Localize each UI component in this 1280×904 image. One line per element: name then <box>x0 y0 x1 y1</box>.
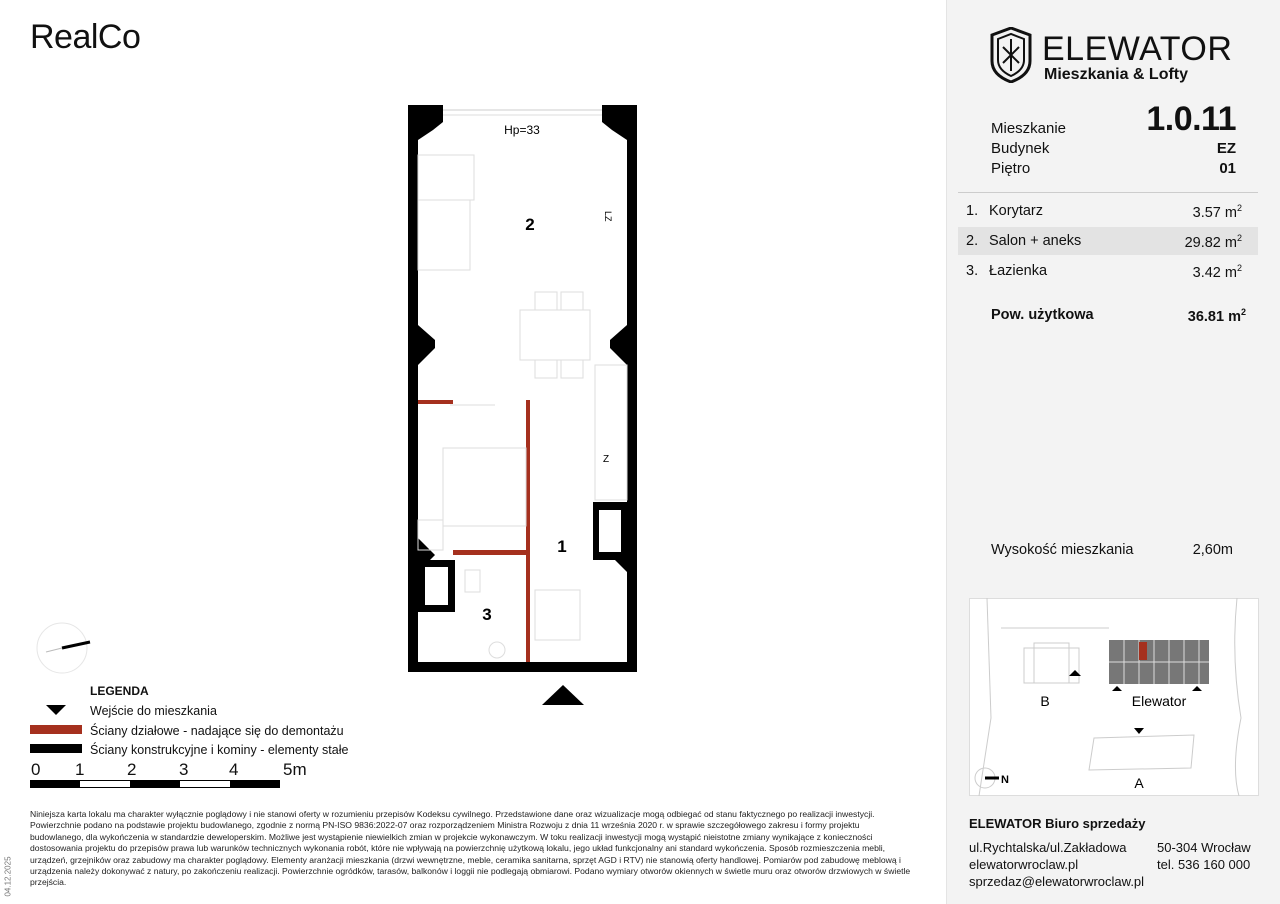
office-address: ul.Rychtalska/ul.Zakładowa <box>969 840 1127 855</box>
window-height-label: Hp=33 <box>504 123 540 137</box>
entrance-arrow-icon <box>542 685 584 705</box>
room-row: 1. Korytarz 3.57 $m^2$ <box>966 203 1242 221</box>
floor-value: 01 <box>1219 160 1236 177</box>
legend-demolition: Ściany działowe - nadające się do demontażu <box>30 723 390 739</box>
partition-wall <box>526 400 530 662</box>
apartment-label: Mieszkanie <box>991 120 1067 137</box>
partition-wall <box>418 400 453 404</box>
floor-label: Piętro <box>991 160 1031 177</box>
legend-entry: Wejście do mieszkania <box>30 703 390 719</box>
project-subtitle: Mieszkania & Lofty <box>1044 66 1189 83</box>
fixture-mark: LZ <box>603 211 613 222</box>
room-row: 3. Łazienka 3.42 $m^2$ <box>966 263 1242 281</box>
ceiling-height-value: 2,60m <box>1192 542 1233 558</box>
sales-office-title: ELEWATOR Biuro sprzedaży <box>969 816 1146 831</box>
building-elewator-label: Elewator <box>1131 693 1187 709</box>
entry-triangle-icon <box>30 703 80 717</box>
fixture-mark: Z <box>603 454 610 465</box>
legend-structural: Ściany konstrukcyjne i kominy - elementy stałe <box>30 742 390 758</box>
scale-bar: 0 1 2 3 4 5m <box>30 760 320 790</box>
realco-logo: RealCo <box>30 18 141 56</box>
legal-disclaimer: Niniejsza karta lokalu ma charakter wyłącznie poglądowy i nie stanowi oferty w rozumieniu przepisów Kodeksu cywilnego. Przedstawione dane oraz wizualizacje mogą odbiegać od stanu faktycznego po realizacji inwestycji. Powierzchnie podano na podstawie projektu budowlanego, zgodnie z normą PN-ISO 9836:2022-07 oraz rozporządzeniem Ministra Rozwoju z dnia 11 września 2020 r. w sprawie szczegółowego zakresu i formy projektu budowlanego, dla wykończenia w standardzie deweloperskim. Możliwe jest wystąpienie niewielkich zmian w projekcie wykonawczym. W toku realizacji inwestycji mogą wystąpić nieistotne zmiany wynikające z konieczności dostosowania projektu do przepisów prawa lub warunków technicznych wykonania robót, które nie wpływają na powierzchnię użytkową lokalu, jego układ funkcjonalny ani standard wykończenia. Sposób rozmieszczenia mebli, urządzeń, grzejników oraz zabudowy ma charakter poglądowy. Elementy aranżacji mieszkania (drzwi wewnętrzne, meble, ceramika sanitarna, sprzęt AGD i RTV) nie stanowią oferty handlowej. Pomiarów pod zabudowę meblową i urządzenia należy dokonywać z natury, po zakończeniu realizacji. Powierzchnie ogródków, tarasów, balkonów i loggii nie podlegają obmiarowi. Podano wymiary otworów okiennych w świetle muru oraz otworów drzwiowych w świetle przejścia. <box>30 809 911 888</box>
room-number: 3 <box>482 605 492 624</box>
wall-right <box>627 105 637 672</box>
wall-bottom <box>408 662 637 672</box>
structural-swatch <box>30 744 82 753</box>
usable-area-label: Pow. użytkowa <box>991 307 1094 323</box>
apartment-number: 1.0.11 <box>1146 100 1236 138</box>
wall-left <box>408 105 418 672</box>
project-name: ELEWATOR <box>1042 30 1233 68</box>
room-number: 1 <box>557 537 567 556</box>
north-label: N <box>1001 774 1009 786</box>
office-phone[interactable]: tel. 536 160 000 <box>1157 857 1251 872</box>
usable-area-value: 36.81 $m^2$ <box>1187 307 1246 325</box>
building-label: Budynek <box>991 140 1050 157</box>
demolition-swatch <box>30 725 82 734</box>
site-map <box>969 598 1259 796</box>
ceiling-height-label: Wysokość mieszkania <box>991 542 1134 558</box>
office-city: 50-304 Wrocław <box>1157 840 1251 855</box>
room-row: 2. Salon + aneks 29.82 $m^2$ <box>958 227 1258 255</box>
building-b-label: B <box>1040 693 1050 709</box>
elewator-logo-icon <box>988 27 1034 83</box>
legend-title: LEGENDA <box>90 684 149 698</box>
floor-plan <box>395 100 655 710</box>
date-stamp: 04.12.2025 <box>3 856 13 897</box>
room-number: 2 <box>525 215 535 234</box>
partition-wall <box>453 550 530 555</box>
office-email[interactable]: sprzedaz@elewatorwroclaw.pl <box>969 874 1145 889</box>
north-compass-icon <box>36 622 92 678</box>
office-website[interactable]: elewatorwroclaw.pl <box>969 857 1079 872</box>
building-a-label: A <box>1134 775 1144 791</box>
building-value: EZ <box>1216 140 1236 157</box>
